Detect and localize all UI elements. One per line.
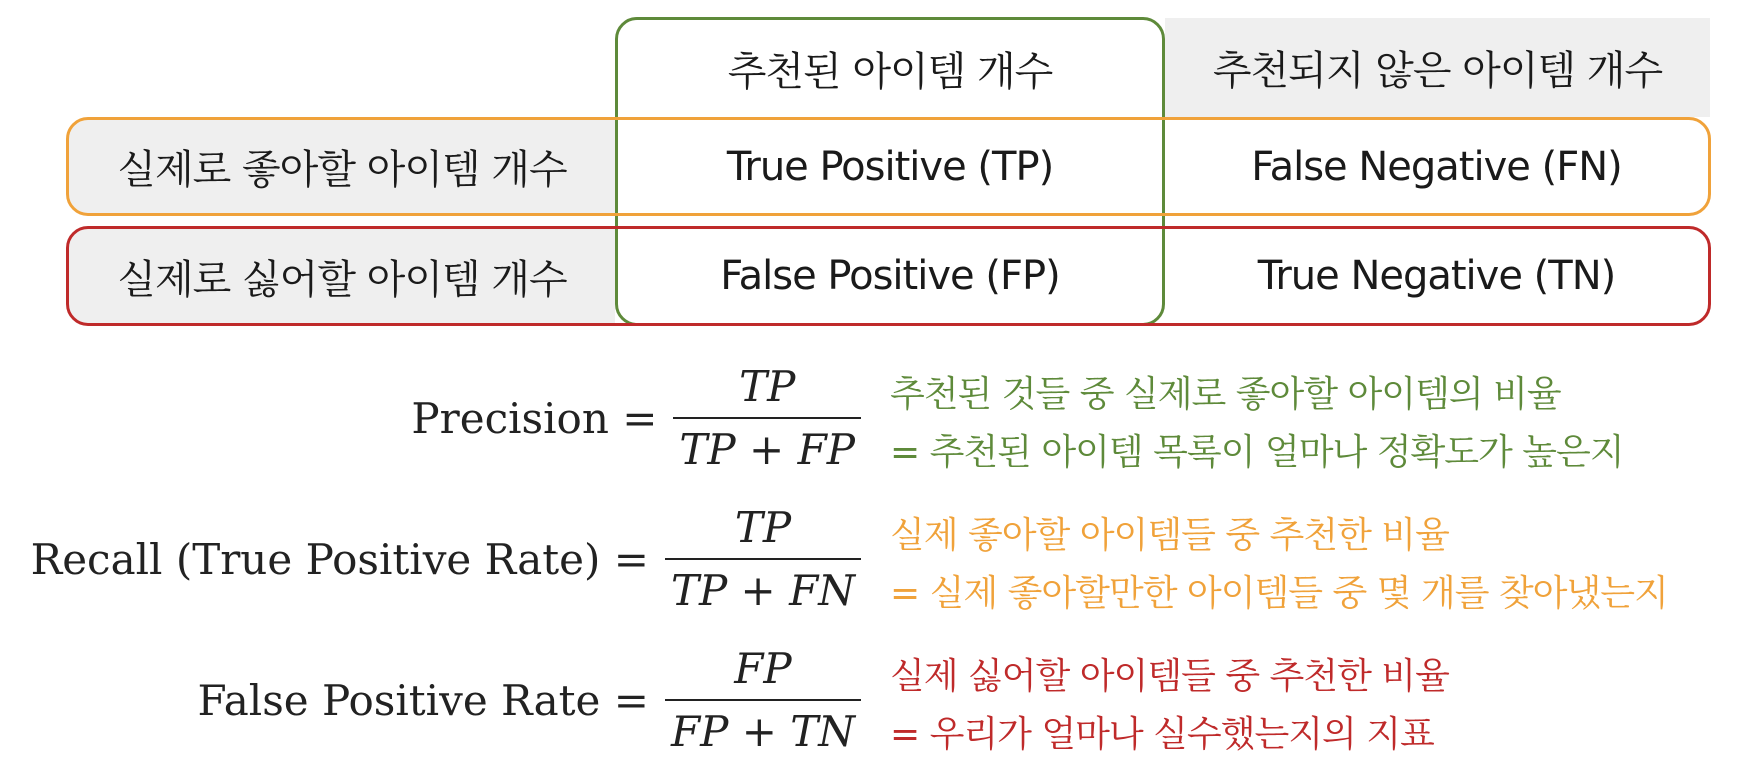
formula-lhs: Precision =: [411, 393, 658, 443]
formula-lhs: False Positive Rate =: [197, 675, 649, 725]
description-line: = 우리가 얼마나 실수했는지의 지표: [890, 714, 1434, 755]
description-line: = 실제 좋아할만한 아이템들 중 몇 개를 찾아냈는지: [890, 573, 1668, 614]
denominator: TP + FN: [665, 558, 861, 615]
formula-lhs: Recall (True Positive Rate) =: [30, 534, 649, 584]
fraction: [665, 644, 861, 756]
liked-row-frame: [66, 117, 1711, 216]
numerator: FP: [734, 644, 792, 693]
recall-formula: [31, 503, 861, 615]
row-label-disliked: 실제로 싫어할 아이템 개수: [69, 229, 615, 323]
col-header-recommended: 추천된 아이템 개수: [727, 49, 1053, 95]
cell-false-negative: False Negative (FN): [1251, 143, 1622, 190]
description-line: 추천된 것들 중 실제로 좋아할 아이템의 비율: [890, 374, 1561, 415]
col-header-not-recommended: 추천되지 않은 아이템 개수: [1165, 18, 1710, 117]
fraction: [665, 503, 861, 615]
recall-description: [890, 507, 1668, 623]
denominator: TP + FP: [673, 417, 861, 474]
cell-true-positive: True Positive (TP): [726, 143, 1054, 190]
fpr-description: [890, 648, 1449, 764]
description-line: = 추천된 아이템 목록이 얼마나 정확도가 높은지: [890, 432, 1624, 473]
denominator: FP + TN: [665, 699, 861, 756]
cell-true-negative: True Negative (TN): [1257, 253, 1616, 299]
cell-false-positive: False Positive (FP): [720, 253, 1060, 299]
description-line: 실제 싫어할 아이템들 중 추천한 비율: [890, 656, 1449, 697]
fpr-formula: [197, 644, 861, 756]
description-line: 실제 좋아할 아이템들 중 추천한 비율: [890, 515, 1449, 556]
precision-formula: [411, 362, 861, 474]
fraction: [673, 362, 861, 474]
precision-description: [890, 366, 1624, 482]
numerator: TP: [734, 503, 792, 552]
row-label-liked: 실제로 좋아할 아이템 개수: [69, 120, 615, 213]
numerator: TP: [739, 362, 796, 411]
disliked-row-frame: [66, 226, 1711, 326]
